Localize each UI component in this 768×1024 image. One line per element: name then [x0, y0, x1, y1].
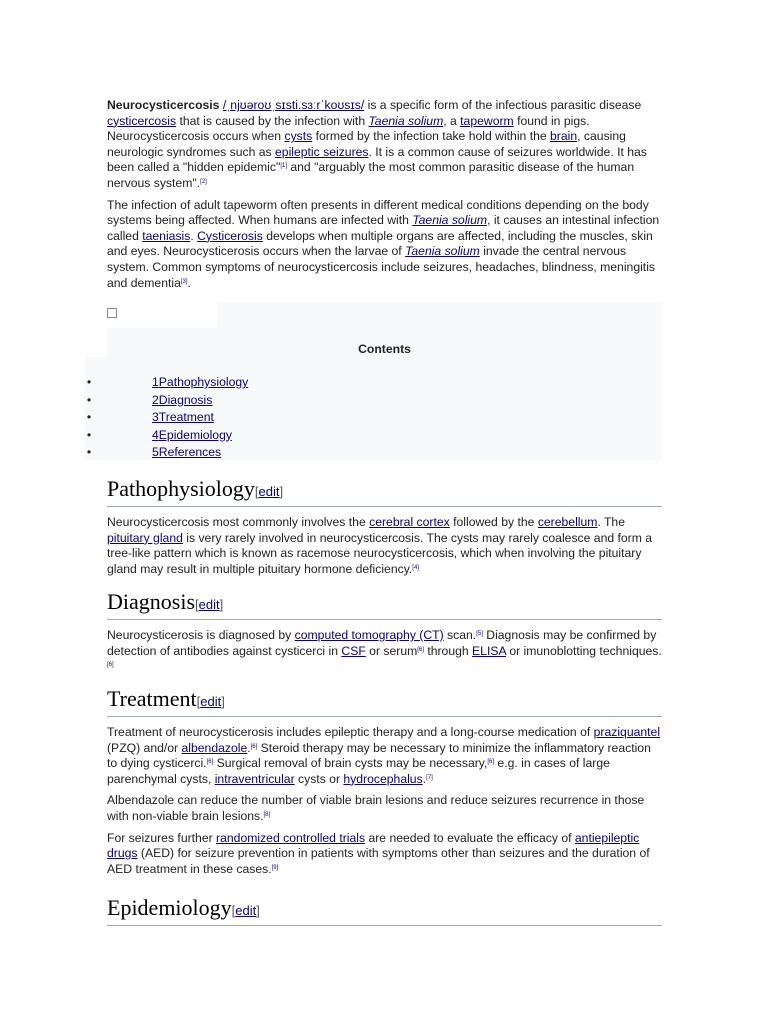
edit-link[interactable]: edit [235, 903, 257, 918]
citation-ref[interactable]: [5] [476, 631, 483, 637]
link-brain[interactable]: brain [550, 129, 578, 144]
link-hydrocephalus[interactable]: hydrocephalus [343, 771, 423, 786]
text: develops when multiple organs are affected, including the muscles, skin and eyes. Neurocysticerosis occurs when the larvae of [107, 228, 653, 259]
toc-link-diagnosis[interactable]: 2Diagnosis [152, 392, 213, 407]
text: , causing neurologic syndromes such as [107, 129, 626, 159]
text: . [187, 275, 191, 290]
intro-paragraph-2 [107, 198, 662, 292]
link-albendazole[interactable]: albendazole [181, 740, 248, 755]
edit-link[interactable]: edit [198, 597, 220, 612]
article-intro [107, 98, 662, 291]
link-csf[interactable]: CSF [341, 643, 366, 658]
section-pathophysiology [107, 476, 662, 577]
section-paragraph: Albendazole can reduce the number of viable brain lesions and reduce seizures recurrence in those with non-viable brain lesions.[8] [107, 793, 645, 823]
toc-link-references[interactable]: 5References [152, 445, 222, 459]
text: . [190, 228, 198, 243]
text: that is caused by the infection with [176, 113, 369, 128]
edit-section: [edit] [196, 694, 225, 709]
toc-link-pathophysiology[interactable]: 1Pathophysiology [152, 375, 249, 389]
citation-ref[interactable]: [4] [412, 564, 419, 571]
link-tapeworm[interactable]: tapeworm [460, 113, 514, 128]
citation-ref[interactable]: [6] [107, 662, 114, 669]
section-treatment [107, 686, 662, 877]
citation-ref[interactable]: [3] [180, 278, 188, 285]
edit-section: [edit] [231, 903, 260, 918]
link-antiepileptic-drugs[interactable]: antiepileptic drugs [107, 830, 640, 861]
link-epileptic-seizures[interactable]: epileptic seizures [275, 144, 369, 159]
link-elisa[interactable]: ELISA [472, 643, 506, 658]
citation-ref[interactable]: [6] [487, 759, 495, 766]
section-heading: Epidemiology[edit] [107, 895, 662, 926]
section-paragraph: For seizures further randomized controlled trials are needed to evaluate the efficacy of antiepileptic drugs (AED) for seizure prevention in patients with symptoms other than seizures and the duration of AED treatment in these cases.[9] [107, 830, 650, 876]
citation-ref[interactable]: [8] [263, 811, 271, 818]
text: is a specific form of the infectious parasitic disease [364, 98, 642, 112]
bullet-icon: • [86, 392, 92, 407]
toc-toggle-area [107, 302, 217, 328]
citation-ref[interactable]: [2] [200, 178, 207, 185]
text: found in pigs. Neurocysticercosis occurs when [107, 113, 590, 144]
link-taenia-solium[interactable]: Taenia solium [412, 213, 488, 228]
citation-ref[interactable]: [7] [426, 774, 433, 781]
citation-ref[interactable]: [6] [206, 759, 214, 766]
link-pituitary-gland[interactable]: pituitary gland [107, 530, 183, 545]
link-cysticerosis[interactable]: Cysticerosis [197, 228, 263, 243]
citation-ref[interactable]: [6] [250, 743, 258, 750]
link-intraventricular[interactable]: intraventricular [214, 771, 295, 786]
link-cerebellum[interactable]: cerebellum [537, 515, 598, 529]
section-paragraph: Neurocysticerosis is diagnosed by computed tomography (CT) scan.[5] Diagnosis may be confirmed by detection of antibodies against cysticerci in CSF or serum[6] through ELISA or imunoblotting techniques.[6] [107, 628, 662, 669]
link-praziquantel[interactable]: praziquantel [593, 725, 661, 739]
link-cysticercosis[interactable]: cysticercosis [107, 113, 177, 128]
text: formed by the infection take hold within the [312, 129, 551, 144]
toc-link-treatment[interactable]: 3Treatment [152, 410, 214, 424]
toc-link-epidemiology[interactable]: 4Epidemiology [152, 427, 232, 442]
citation-ref[interactable]: [9] [271, 864, 279, 871]
text: and "arguably the most common parasitic disease of the human nervous system". [107, 160, 635, 190]
section-heading: Treatment[edit] [107, 686, 662, 717]
link-cysts[interactable]: cysts [284, 129, 313, 144]
term-bold: Neurocysticercosis [107, 98, 220, 112]
citation-ref[interactable]: [1] [280, 163, 287, 170]
section-epidemiology [107, 895, 662, 926]
edit-link[interactable]: edit [200, 694, 222, 709]
text: , a [443, 113, 461, 128]
section-paragraph: Neurocysticercosis most commonly involves the cerebral cortex followed by the cerebellum. The pituitary gland is very rarely involved in neurocysticercosis. The cysts may rarely coalesce and form a tree-like pattern which is known as racemose neurocysticercosis, which when involving the pituitary gland may result in multiple pituitary hormone deficiency.[4] [107, 515, 653, 576]
ipa-link[interactable]: /ˌnjʊəroʊˌsɪsti.sɜːrˈkoʊsɪs/ [222, 98, 365, 112]
text: , it causes an intestinal infection called [107, 213, 660, 243]
bullet-icon: • [86, 427, 92, 442]
toc-toggle-checkbox[interactable] [107, 308, 117, 318]
edit-link[interactable]: edit [258, 484, 280, 499]
edit-section: [edit] [195, 597, 224, 612]
text: . It is a common cause of seizures worldwide. It has been called a "hidden epidemic" [107, 144, 647, 175]
text: invade the central nervous system. Common symptoms of neurocysticercosis include seizures, headaches, blindness, meningitis and dementia [107, 244, 655, 290]
citation-ref[interactable]: [6] [417, 646, 424, 653]
link-taenia-solium[interactable]: Taenia solium [368, 113, 444, 128]
link-taeniasis[interactable]: taeniasis [142, 228, 191, 243]
bullet-icon: • [86, 445, 92, 459]
intro-paragraph [107, 98, 662, 192]
bullet-icon: • [86, 375, 92, 389]
table-of-contents [85, 302, 662, 460]
text: The infection of adult tapeworm often presents in different medical conditions depending on the body systems being affected. When humans are infected with [107, 197, 649, 228]
section-paragraph: Treatment of neurocysticerosis includes epileptic therapy and a long-course medication of praziquantel (PZQ) and/or albendazole.[6] Steroid therapy may be necessary to minimize the inflammatory reaction to dying cysticerci.[6] Surgical removal of brain cysts may be necessary,[6] e.g. in cases of large parenchymal cysts, intraventricular cysts or hydrocephalus.[7] [107, 725, 661, 786]
bullet-icon: • [86, 410, 92, 424]
link-taenia-solium[interactable]: Taenia solium [405, 244, 480, 259]
section-heading: Diagnosis[edit] [107, 589, 662, 620]
edit-section: [edit] [254, 484, 284, 499]
section-heading: Pathophysiology[edit] [107, 476, 662, 507]
link-randomized-controlled-trials[interactable]: randomized controlled trials [216, 830, 366, 845]
section-diagnosis [107, 589, 662, 675]
link-computed-tomography[interactable]: computed tomography (CT) [294, 628, 444, 642]
toc-title: Contents [358, 342, 411, 356]
link-cerebral-cortex[interactable]: cerebral cortex [369, 515, 450, 529]
